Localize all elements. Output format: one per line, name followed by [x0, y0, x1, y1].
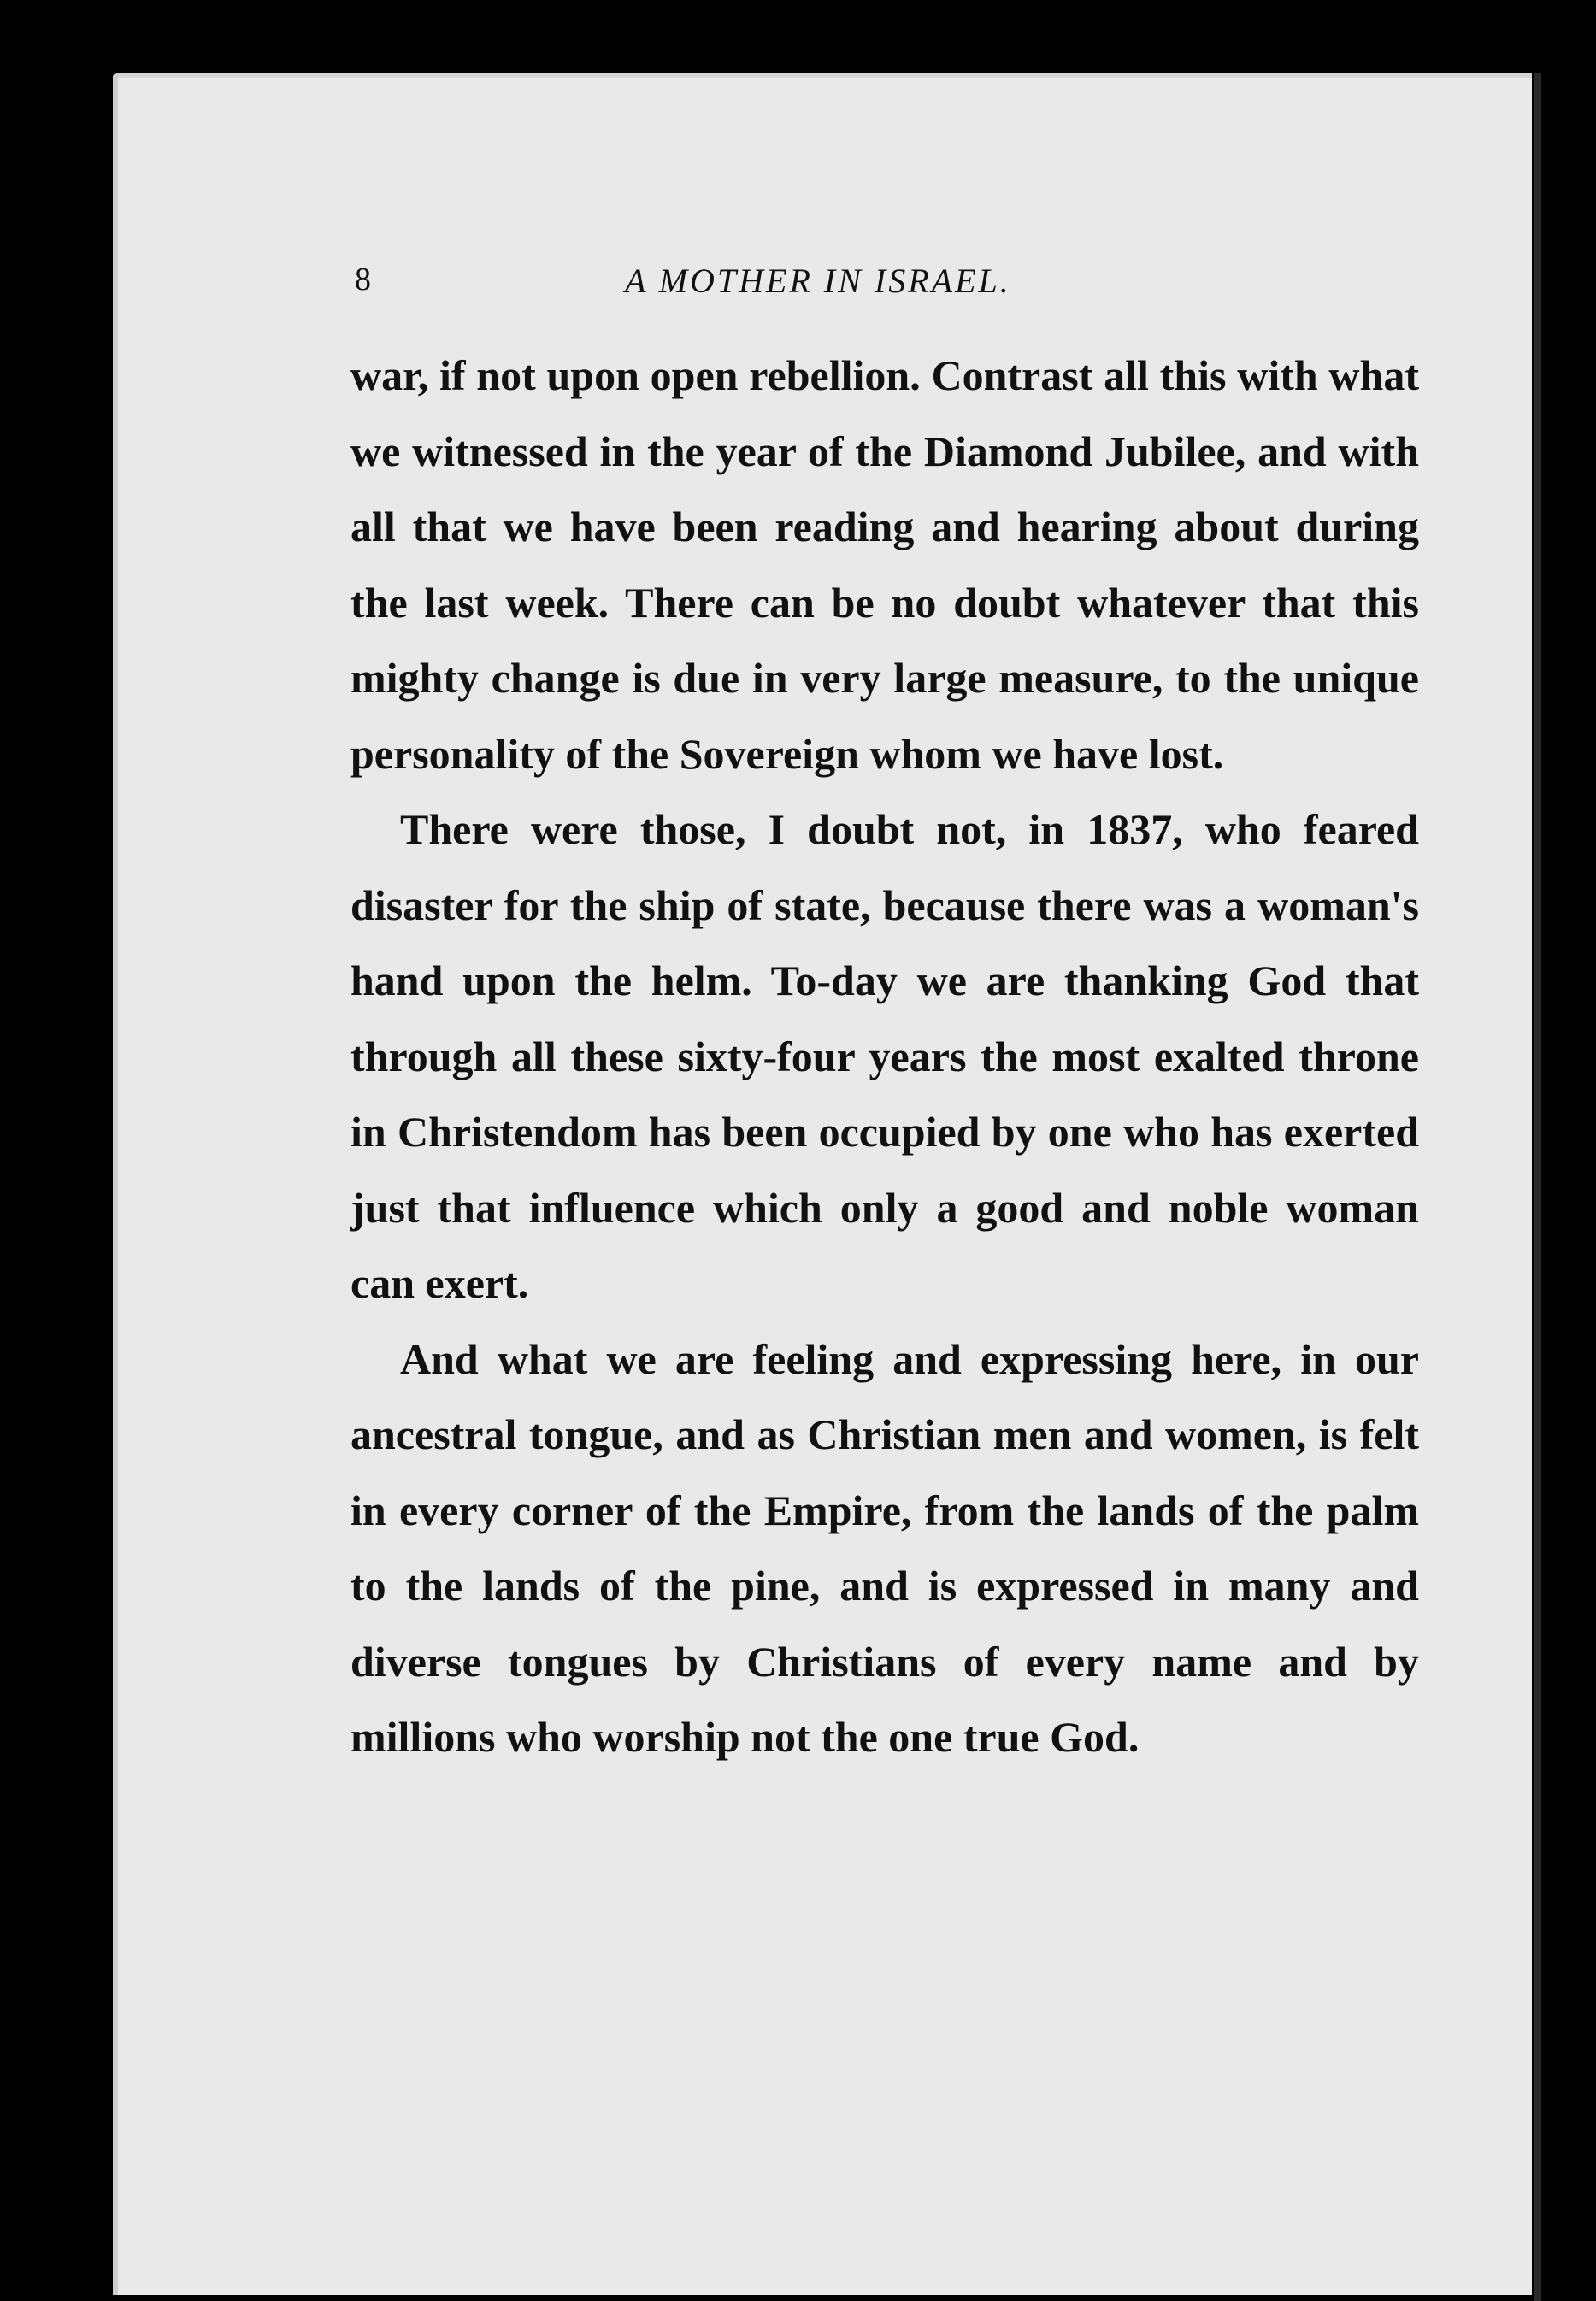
- paragraph-2: There were those, I doubt not, in 1837, who feared disaster for the ship of state, because there was a woman's hand upon the helm. To-day we are thanking God that through all these sixty-four years the most exalted throne in Christendom has been occupied by one who has exerted just that influence which only a good and noble woman can exert.: [350, 805, 1419, 1307]
- paragraph-3: And what we are feeling and expressing here, in our ancestral tongue, and as Christian men and women, is felt in every corner of the Empire, from the lands of the palm to the lands of the pine, and is expressed in many and diverse tongues by Christians of every name and by millions who worship not the one true God.: [350, 1334, 1419, 1761]
- paragraph-1: war, if not upon open rebellion. Contrast all this with what we witnessed in the year of the Diamond Jubilee, and with all that we have been reading and hearing about during the last week. There can be no doubt whatever that this mighty change is due in very large measure, to the unique personality of the Sovereign whom we have lost.: [350, 351, 1419, 778]
- running-head: A MOTHER IN ISRAEL.: [625, 262, 1011, 300]
- page-edge: [1534, 73, 1541, 2301]
- page-number: 8: [355, 262, 371, 297]
- body-text: [350, 338, 1419, 1775]
- page-header: [355, 252, 1432, 321]
